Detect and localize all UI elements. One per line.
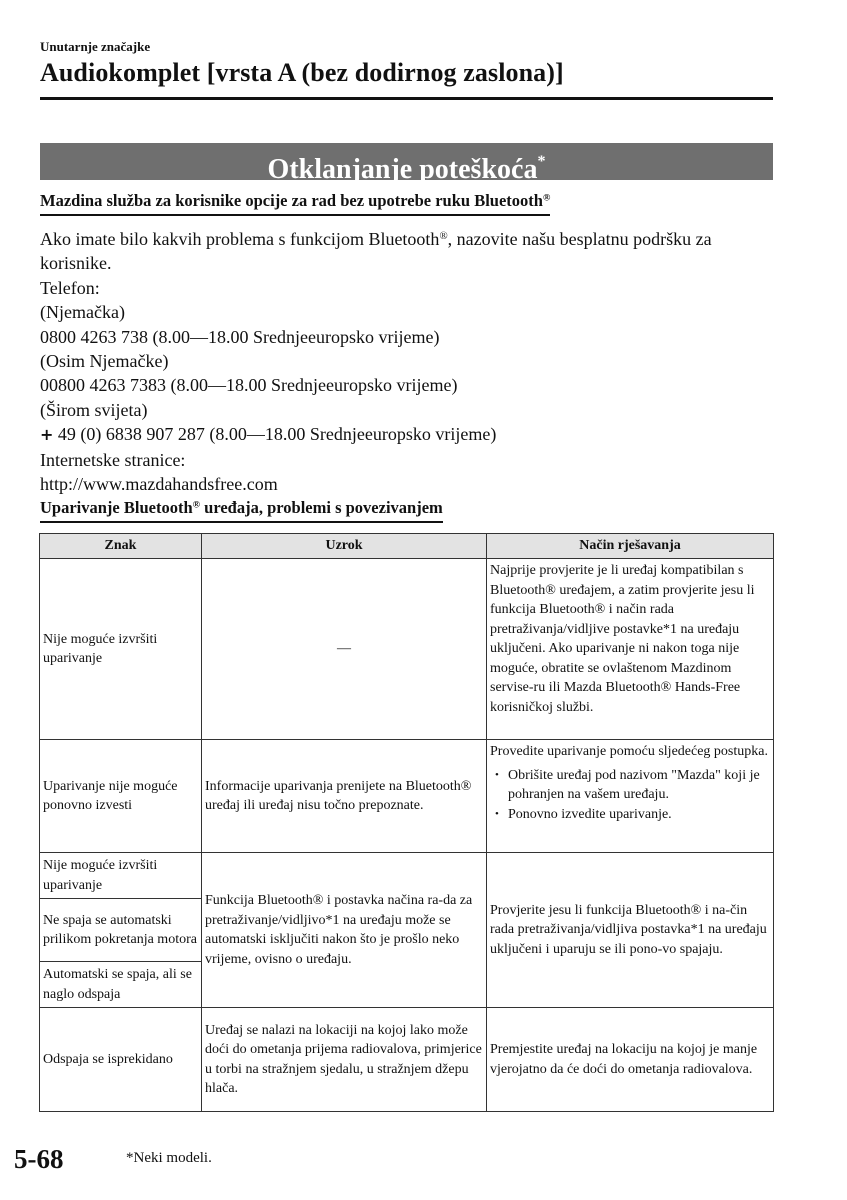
registered-mark: ® — [542, 192, 551, 204]
topic-banner — [40, 143, 773, 185]
table-row — [40, 1008, 774, 1112]
worldwide-label: (Širom svijeta) — [40, 399, 148, 420]
web-label: Internetske stranice: — [40, 449, 186, 470]
footnote: *Neki modeli. — [126, 1150, 212, 1166]
symptom-cell: Ne spaja se automatski prilikom pokretanja motora — [40, 899, 202, 962]
troubleshooting-table — [39, 533, 774, 1112]
column-header-cause: Uzrok — [202, 534, 487, 559]
intro-text-start: Ako imate bilo kakvih problema s funkcijom Bluetooth — [40, 229, 440, 249]
pairing-heading-start: Uparivanje Bluetooth — [40, 498, 193, 517]
registered-mark: ® — [192, 499, 201, 511]
phone-label: Telefon: — [40, 277, 100, 298]
intro-text-end: , nazovite našu besplatnu podršku za korisnike. — [40, 229, 712, 274]
cause-cell: Funkcija Bluetooth® i postavka načina ra-da za pretraživanje/vidljivo*1 na uređaju može se automatski isključiti nakon što je prošlo neko vrijeme, ovisno o uređaju. — [202, 853, 487, 1008]
solution-cell: Provjerite jesu li funkcija Bluetooth® i na-čin rada pretraživanja/vidljiva postavka*1 na uređaju uključeni i uparuju se ili pono-vo spajaju. — [487, 853, 774, 1008]
support-heading-text: Mazdina služba za korisnike opcije za rad bez upotrebe ruku Bluetooth — [40, 191, 543, 210]
solution-cell: Premjestite uređaj na lokaciju na kojoj je manje vjerojatno da će doći do ometanja radiovalova. — [487, 1008, 774, 1112]
column-header-symptom: Znak — [40, 534, 202, 559]
pairing-heading — [40, 498, 443, 523]
solution-steps — [490, 766, 770, 825]
table-row — [40, 853, 774, 899]
section-label: Unutarnje značajke — [40, 39, 151, 54]
support-intro — [40, 227, 780, 276]
pairing-heading-end: uređaja, problemi s povezivanjem — [200, 498, 443, 517]
support-text — [40, 227, 780, 496]
germany-phone: 0800 4263 738 (8.00—18.00 Srednjeeuropsko vrijeme) — [40, 326, 440, 347]
banner-title: Otklanjanje poteškoća — [267, 154, 538, 185]
support-heading — [40, 191, 550, 216]
column-header-solution: Način rješavanja — [487, 534, 774, 559]
symptom-cell: Odspaja se isprekidano — [40, 1008, 202, 1112]
symptom-cell: Automatski se spaja, ali se naglo odspaja — [40, 962, 202, 1008]
table-row — [40, 740, 774, 853]
worldwide-phone-line — [40, 422, 780, 447]
symptom-cell: Nije moguće izvršiti uparivanje — [40, 559, 202, 740]
table-header-row — [40, 534, 774, 559]
solution-cell: Najprije provjerite je li uređaj kompatibilan s Bluetooth® uređajem, a zatim provjerite jesu li funkcija Bluetooth® i način rada pretraživanja/vidljive postavke*1 na uređaju uključeni. Ako uparivanje ni nakon toga nije moguće, obratite se ovlaštenom Mazdinom servise-ru ili Mazda Bluetooth® Hands-Free korisničkoj službi. — [487, 559, 774, 740]
plus-sign: + — [40, 425, 54, 445]
cause-cell: — — [202, 559, 487, 740]
cause-cell: Uređaj se nalazi na lokaciji na kojoj lako može doći do ometanja prijema radiovalova, primjerice u torbi na stražnjem sjedalu, u stražnjem džepu hlača. — [202, 1008, 487, 1112]
list-item: • Ponovno izvedite uparivanje. — [508, 805, 770, 825]
outside-germany-phone: 00800 4263 7383 (8.00—18.00 Srednjeeuropsko vrijeme) — [40, 375, 458, 396]
solution-intro: Provedite uparivanje pomoću sljedećeg postupka. — [490, 744, 768, 759]
registered-mark: ® — [439, 230, 448, 243]
symptom-cell: Nije moguće izvršiti uparivanje — [40, 853, 202, 899]
symptom-cell: Uparivanje nije moguće ponovno izvesti — [40, 740, 202, 853]
title-rule — [40, 97, 773, 100]
germany-label: (Njemačka) — [40, 302, 125, 323]
page-number: 5-68 — [14, 1144, 64, 1174]
solution-cell — [487, 740, 774, 853]
cause-cell: Informacije uparivanja prenijete na Bluetooth® uređaj ili uređaj nisu točno prepoznate. — [202, 740, 487, 853]
web-url: http://www.mazdahandsfree.com — [40, 474, 278, 495]
list-item: • Obrišite uređaj pod nazivom "Mazda" koji je pohranjen na vašem uređaju. — [508, 766, 770, 805]
worldwide-phone: 49 (0) 6838 907 287 (8.00—18.00 Srednjeeuropsko vrijeme) — [53, 424, 497, 445]
page-title: Audiokomplet [vrsta A (bez dodirnog zaslona)] — [40, 58, 564, 87]
outside-germany-label: (Osim Njemačke) — [40, 351, 169, 372]
table-row — [40, 559, 774, 740]
banner-asterisk: * — [537, 153, 546, 170]
